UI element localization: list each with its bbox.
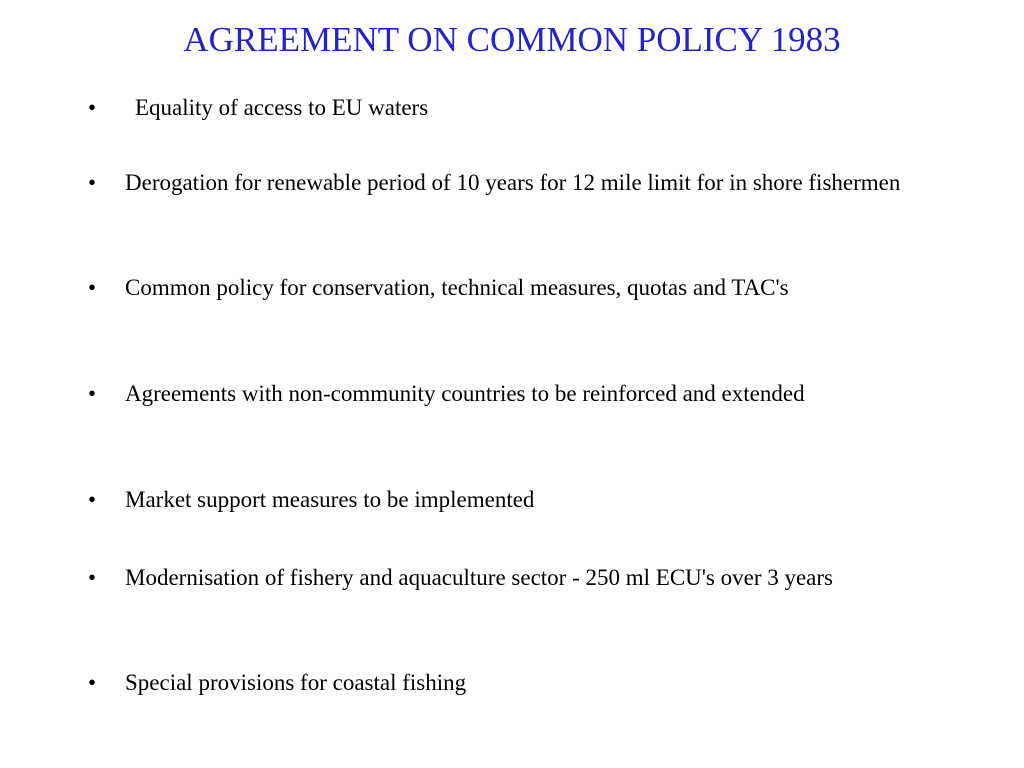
bullet-item [88, 485, 948, 515]
bullet-marker: • [88, 275, 97, 300]
bullet-marker: • [88, 381, 97, 406]
slide-title: AGREEMENT ON COMMON POLICY 1983 [183, 20, 841, 59]
bullet-text: Market support measures to be implemented [125, 487, 535, 512]
bullet-item [88, 668, 948, 698]
bullet-text: Modernisation of fishery and aquaculture sector - 250 ml ECU's over 3 years [125, 565, 834, 590]
bullet-text: Agreements with non-community countries to be reinforced and extended [125, 381, 805, 406]
bullet-item [88, 168, 948, 198]
bullet-text: Common policy for conservation, technical measures, quotas and TAC's [125, 275, 789, 300]
bullet-item [88, 379, 948, 409]
bullet-text: Equality of access to EU waters [135, 95, 429, 120]
bullet-text: Derogation for renewable period of 10 years for 12 mile limit for in shore fishermen [125, 170, 901, 195]
bullet-marker: • [88, 670, 97, 695]
bullet-item [88, 273, 948, 303]
bullet-marker: • [88, 95, 97, 120]
bullet-item [88, 93, 948, 123]
bullet-marker: • [88, 565, 97, 590]
bullet-item [88, 563, 948, 593]
bullet-text: Special provisions for coastal fishing [125, 670, 467, 695]
bullet-marker: • [88, 487, 97, 512]
bullet-marker: • [88, 170, 97, 195]
